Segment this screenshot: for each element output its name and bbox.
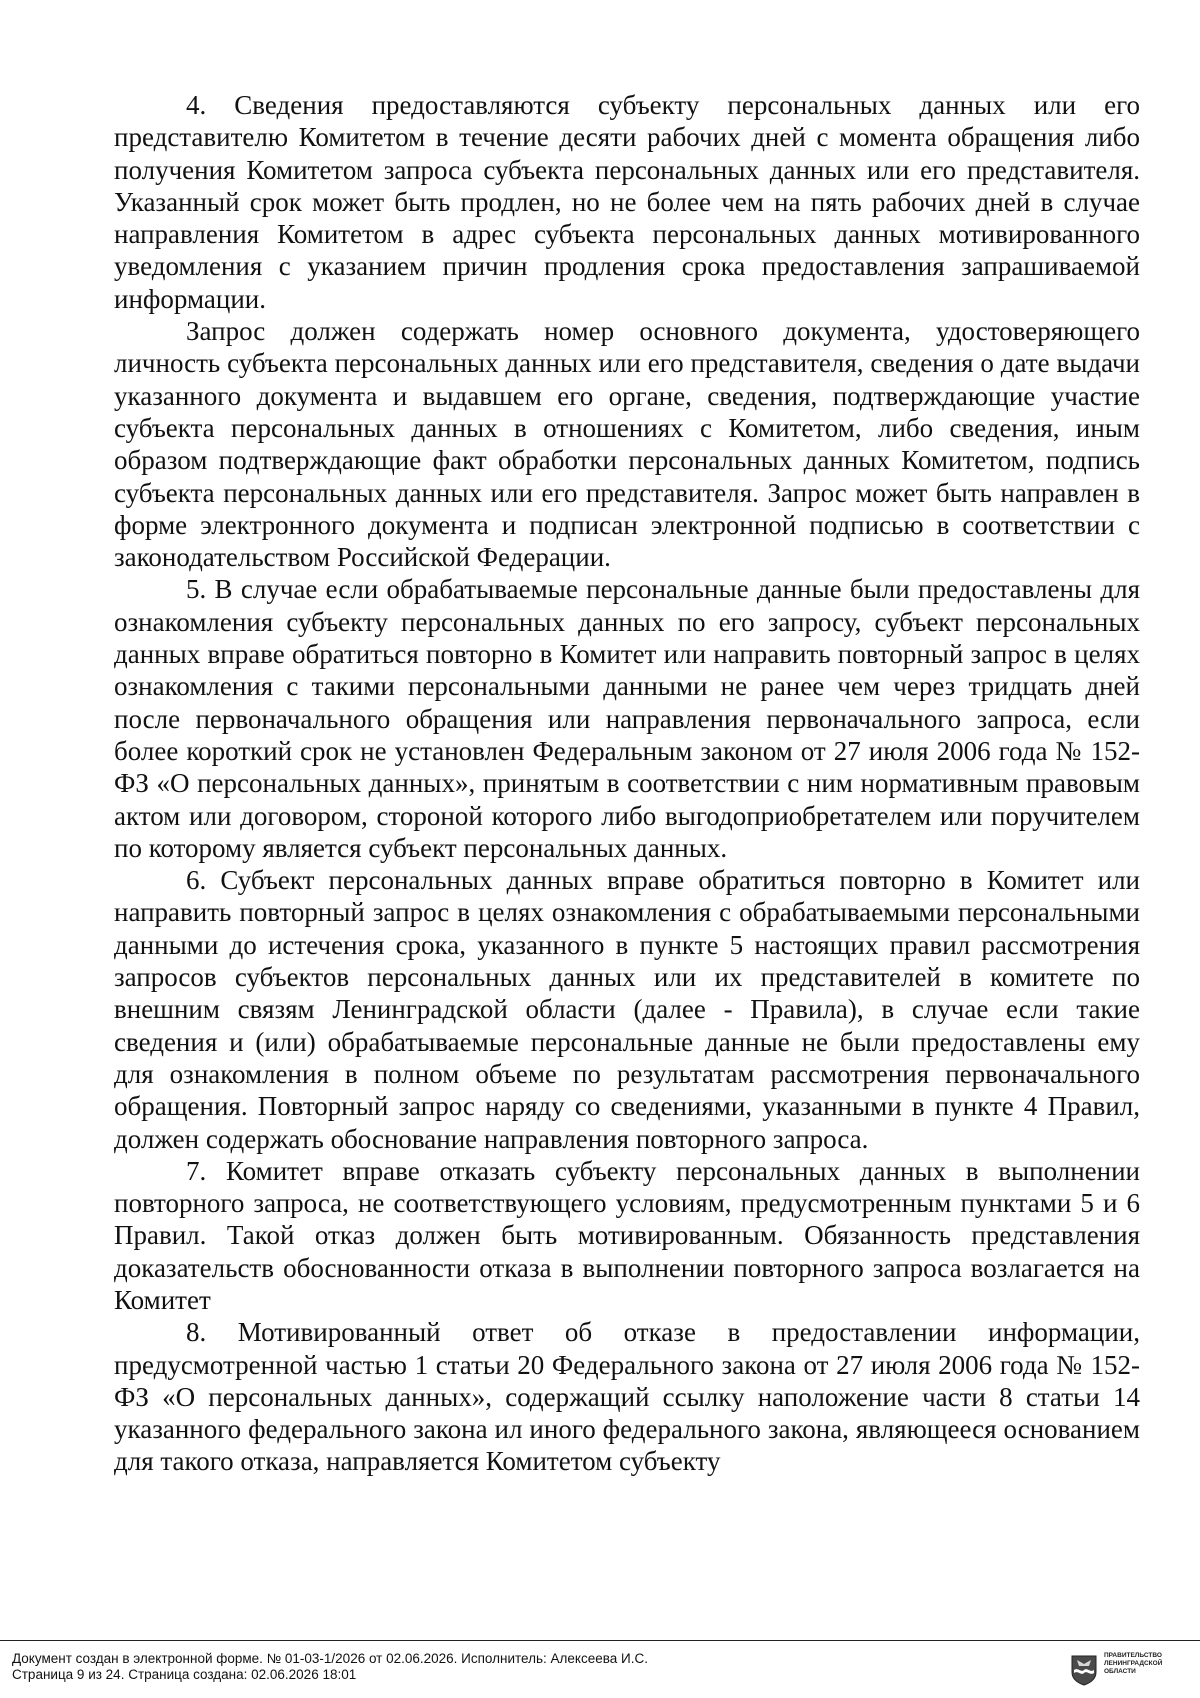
paragraph-item-5: 5. В случае если обрабатываемые персональные данные были предоставлены для ознакомления субъекту персональных данных по его запросу, субъект персональных данных вправе обратиться повторно в Комитет или направить повторный запрос в целях ознакомления с такими персональными данными не ранее чем через тридцать дней после первоначального обращения или направления первоначального запроса, если более короткий срок не установлен Федеральным законом от 27 июля 2006 года № 152-ФЗ «О персональных данных», принятым в соответствии с ним нормативным правовым актом или договором, стороной которого либо выгодоприобретателем или поручителем по которому является субъект персональных данных.	[114, 574, 1140, 863]
paragraph-item-7: 7. Комитет вправе отказать субъекту персональных данных в выполнении повторного запроса, не соответствующего условиям, предусмотренным пунктами 5 и 6 Правил. Такой отказ должен быть мотивированным. Обязанность представления доказательств обоснованности отказа в выполнении повторного запроса возлагается на Комитет	[114, 1155, 1140, 1315]
footer-divider	[0, 1640, 1200, 1641]
government-logo	[1070, 1650, 1194, 1690]
document-footer	[12, 1651, 1012, 1683]
gov-name-line-3: ОБЛАСТИ	[1104, 1668, 1136, 1675]
government-name	[1104, 1652, 1194, 1676]
gov-name-line-2: ЛЕНИНГРАДСКОЙ	[1104, 1660, 1163, 1667]
paragraph-item-4: 4. Сведения предоставляются субъекту персональных данных или его представителю Комитетом в течение десяти рабочих дней с момента обращения либо получения Комитетом запроса субъекта персональных данных или его представителя. Указанный срок может быть продлен, но не более чем на пять рабочих дней в случае направления Комитетом в адрес субъекта персональных данных мотивированного уведомления с указанием причин продления срока предоставления запрашиваемой информации.	[114, 90, 1140, 314]
paragraph-request-content: Запрос должен содержать номер основного документа, удостоверяющего личность субъекта персональных данных или его представителя, сведения о дате выдачи указанного документа и выдавшем его органе, сведения, подтверждающие участие субъекта персональных данных в отношениях с Комитетом, либо сведения, иным образом подтверждающие факт обработки персональных данных Комитетом, подпись субъекта персональных данных или его представителя. Запрос может быть направлен в форме электронного документа и подписан электронной подписью в соответствии с законодательством Российской Федерации.	[114, 316, 1140, 573]
paragraph-item-8: 8. Мотивированный ответ об отказе в предоставлении информации, предусмотренной частью 1 статьи 20 Федерального закона от 27 июля 2006 года № 152-ФЗ «О персональных данных», содержащий ссылку наположение части 8 статьи 14 указанного федерального закона ил иного федерального закона, являющееся основанием для такого отказа, направляется Комитетом субъекту	[114, 1317, 1140, 1477]
paragraph-item-6: 6. Субъект персональных данных вправе обратиться повторно в Комитет или направить повторный запрос в целях ознакомления с обрабатываемыми персональными данными до истечения срока, указанного в пункте 5 настоящих правил рассмотрения запросов субъектов персональных данных или их представителей в комитете по внешним связям Ленинградской области (далее - Правила), в случае если такие сведения и (или) обрабатываемые персональные данные не были предоставлены ему для ознакомления в полном объеме по результатам рассмотрения первоначального обращения. Повторный запрос наряду со сведениями, указанными в пункте 4 Правил, должен содержать обоснование направления повторного запроса.	[114, 865, 1140, 1154]
footer-document-info: Документ создан в электронной форме. № 01-03-1/2026 от 02.06.2026. Исполнитель: Алексеева И.С.	[12, 1651, 648, 1666]
document-body	[114, 89, 1140, 1478]
coat-of-arms-icon	[1070, 1654, 1098, 1686]
gov-name-line-1: ПРАВИТЕЛЬСТВО	[1104, 1652, 1162, 1659]
footer-page-info: Страница 9 из 24. Страница создана: 02.06.2026 18:01	[12, 1667, 357, 1682]
